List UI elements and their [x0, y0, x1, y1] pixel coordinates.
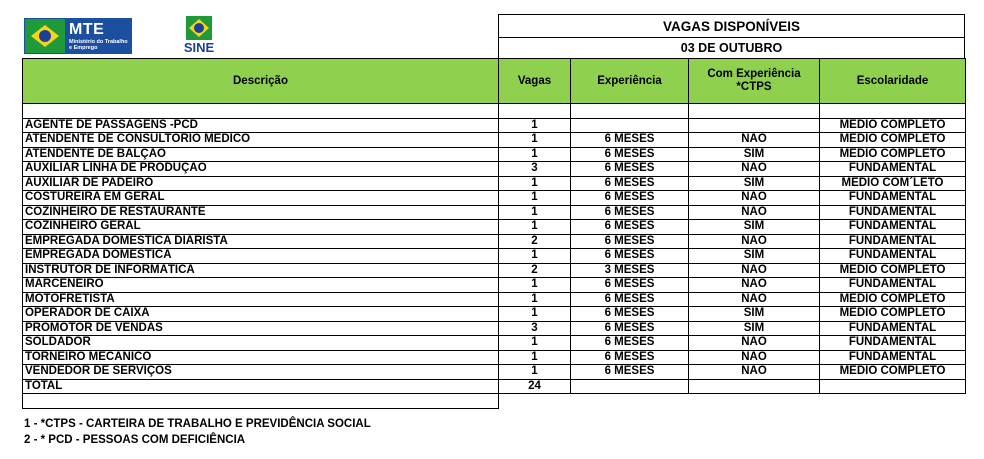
cell-experiencia: 6 MESES: [571, 205, 689, 220]
logos-area: [22, 14, 498, 60]
table-row: [23, 350, 966, 365]
cell-vagas: 1: [499, 307, 571, 322]
cell-ctps: SIM: [689, 307, 820, 322]
footnote-ctps: 1 - *CTPS - CARTEIRA DE TRABALHO E PREVIDÊNCIA SOCIAL: [24, 418, 371, 430]
cell-experiencia: 6 MESES: [571, 234, 689, 249]
cell-experiencia: 6 MESES: [571, 336, 689, 351]
cell-experiencia: 6 MESES: [571, 162, 689, 177]
cell-experiencia: 6 MESES: [571, 220, 689, 235]
cell-ctps: NÃO: [689, 133, 820, 148]
brazil-flag-icon: [186, 16, 212, 40]
cell-escolaridade: MÉDIO COMPLETO: [820, 263, 966, 278]
cell-escolaridade: FUNDAMENTAL: [820, 205, 966, 220]
cell-descricao: COSTUREIRA EM GERAL: [23, 191, 499, 206]
table-row: [23, 292, 966, 307]
table-row: [23, 263, 966, 278]
cell-vagas: 1: [499, 176, 571, 191]
table-row: [23, 176, 966, 191]
cell-ctps: SIM: [689, 147, 820, 162]
total-label: TOTAL: [23, 379, 499, 394]
cell-descricao: PROMOTOR DE VENDAS: [23, 321, 499, 336]
page-title: VAGAS DISPONÍVEIS: [499, 15, 965, 38]
cell-ctps: [689, 118, 820, 133]
cell-vagas: 1: [499, 133, 571, 148]
mte-logo-label: MTE: [69, 21, 105, 38]
table-row: [23, 321, 966, 336]
cell-descricao: OPERADOR DE CAIXA: [23, 307, 499, 322]
cell-ctps: NÃO: [689, 350, 820, 365]
cell-escolaridade: FUNDAMENTAL: [820, 321, 966, 336]
cell-vagas: 3: [499, 321, 571, 336]
cell-experiencia: 3 MESES: [571, 263, 689, 278]
cell-escolaridade: MEDIO COMPLETO: [820, 147, 966, 162]
cell-escolaridade: MÉDIO COMPLETO: [820, 365, 966, 380]
cell-vagas: 1: [499, 249, 571, 264]
cell-escolaridade: MÉDIO COMPLETO: [820, 118, 966, 133]
mte-logo: [24, 18, 132, 54]
cell-escolaridade: FUNDAMENTAL: [820, 336, 966, 351]
table-header-row: [23, 59, 966, 104]
table-total-row: [23, 379, 966, 394]
col-header-experiencia: Experiência: [571, 59, 689, 104]
table-row: [23, 162, 966, 177]
cell-ctps: SIM: [689, 220, 820, 235]
sine-logo: [174, 16, 224, 60]
cell-descricao: MOTOFRETISTA: [23, 292, 499, 307]
cell-escolaridade: FUNDAMENTAL: [820, 162, 966, 177]
cell-descricao: INSTRUTOR DE INFORMÁTICA: [23, 263, 499, 278]
cell-experiencia: 6 MESES: [571, 365, 689, 380]
cell-vagas: 1: [499, 220, 571, 235]
cell-experiencia: 6 MESES: [571, 147, 689, 162]
title-block: [498, 14, 965, 59]
cell-descricao: EMPREGADA DOMESTICA: [23, 249, 499, 264]
cell-descricao: AUXILIAR LINHA DE PRODUÇÃO: [23, 162, 499, 177]
cell-escolaridade: FUNDAMENTAL: [820, 220, 966, 235]
cell-vagas: 1: [499, 278, 571, 293]
cell-ctps: SIM: [689, 249, 820, 264]
cell-vagas: 1: [499, 147, 571, 162]
cell-experiencia: 6 MESES: [571, 191, 689, 206]
col-header-escolaridade: Escolaridade: [820, 59, 966, 104]
cell-descricao: MARCENEIRO: [23, 278, 499, 293]
cell-ctps: NÃO: [689, 162, 820, 177]
cell-escolaridade: FUNDAMENTAL: [820, 350, 966, 365]
cell-descricao: EMPREGADA DOMESTICA DIARISTA: [23, 234, 499, 249]
mte-logo-subtitle: Ministério do Trabalho e Emprego: [69, 39, 128, 51]
cell-experiencia: 6 MESES: [571, 292, 689, 307]
cell-experiencia: [571, 118, 689, 133]
cell-experiencia: 6 MESES: [571, 249, 689, 264]
cell-ctps: NÃO: [689, 191, 820, 206]
cell-ctps: NÃO: [689, 205, 820, 220]
col-header-descricao: Descrição: [23, 59, 499, 104]
cell-escolaridade: MÉDIO COMPLETO: [820, 292, 966, 307]
brazil-flag-icon: [25, 19, 65, 53]
cell-escolaridade: MEDIO COMPLETO: [820, 133, 966, 148]
table-row-empty: [23, 104, 966, 119]
cell-vagas: 1: [499, 336, 571, 351]
cell-descricao: AGENTE DE PASSAGENS -PCD: [23, 118, 499, 133]
cell-ctps: NÃO: [689, 278, 820, 293]
page-date: 03 DE OUTUBRO: [499, 38, 965, 59]
vacancies-table: [22, 58, 966, 409]
col-header-vagas: Vagas: [499, 59, 571, 104]
cell-vagas: 1: [499, 205, 571, 220]
cell-descricao: AUXILIAR DE PADEIRO: [23, 176, 499, 191]
table-row: [23, 205, 966, 220]
cell-vagas: 2: [499, 263, 571, 278]
table-row: [23, 220, 966, 235]
cell-experiencia: 6 MESES: [571, 350, 689, 365]
cell-ctps: NÃO: [689, 234, 820, 249]
cell-vagas: 1: [499, 292, 571, 307]
cell-ctps: NÃO: [689, 336, 820, 351]
cell-vagas: 1: [499, 365, 571, 380]
table-row: [23, 365, 966, 380]
cell-escolaridade: FUNDAMENTAL: [820, 249, 966, 264]
cell-ctps: SIM: [689, 176, 820, 191]
cell-experiencia: 6 MESES: [571, 278, 689, 293]
table-row: [23, 147, 966, 162]
cell-descricao: TORNEIRO MECANICO: [23, 350, 499, 365]
sine-logo-label: SINE: [183, 40, 215, 55]
cell-escolaridade: MÉDIO COMPLETO: [820, 307, 966, 322]
cell-vagas: 3: [499, 162, 571, 177]
cell-descricao: ATENDENTE DE CONSULTÓRIO MÉDICO: [23, 133, 499, 148]
cell-ctps: NÃO: [689, 292, 820, 307]
cell-experiencia: 6 MESES: [571, 321, 689, 336]
table-row: [23, 118, 966, 133]
cell-escolaridade: FUNDAMENTAL: [820, 191, 966, 206]
footnote-pcd: 2 - * PCD - PESSOAS COM DEFICIÊNCIA: [24, 434, 246, 446]
table-row: [23, 336, 966, 351]
cell-experiencia: 6 MESES: [571, 176, 689, 191]
cell-escolaridade: MÉDIO COM´LETO: [820, 176, 966, 191]
cell-ctps: SIM: [689, 321, 820, 336]
cell-escolaridade: FUNDAMENTAL: [820, 234, 966, 249]
cell-vagas: 1: [499, 118, 571, 133]
cell-vagas: 2: [499, 234, 571, 249]
table-row: [23, 133, 966, 148]
table-row: [23, 234, 966, 249]
cell-vagas: 1: [499, 191, 571, 206]
cell-escolaridade: FUNDAMENTAL: [820, 278, 966, 293]
table-row: [23, 307, 966, 322]
table-row: [23, 278, 966, 293]
cell-experiencia: 6 MESES: [571, 133, 689, 148]
table-row: [23, 191, 966, 206]
col-header-ctps: Com Experiência *CTPS: [689, 59, 820, 104]
table-row: [23, 249, 966, 264]
cell-ctps: NÃO: [689, 263, 820, 278]
total-value: 24: [499, 379, 571, 394]
cell-descricao: COZINHEIRO DE RESTAURANTE: [23, 205, 499, 220]
cell-descricao: COZINHEIRO GERAL: [23, 220, 499, 235]
cell-ctps: NÃO: [689, 365, 820, 380]
cell-descricao: ATENDENTE DE BALÇÃO: [23, 147, 499, 162]
cell-vagas: 1: [499, 350, 571, 365]
table-blank-row: [23, 394, 966, 409]
cell-descricao: SOLDADOR: [23, 336, 499, 351]
cell-experiencia: 6 MESES: [571, 307, 689, 322]
footnotes: [24, 416, 371, 448]
cell-descricao: VENDEDOR DE SERVIÇOS: [23, 365, 499, 380]
